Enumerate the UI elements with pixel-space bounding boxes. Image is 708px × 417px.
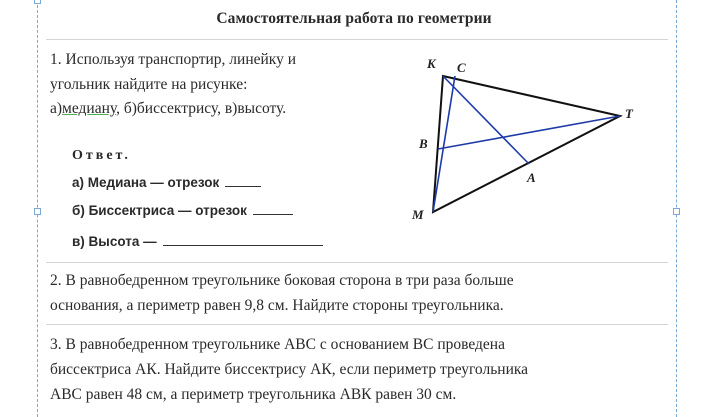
separator-2 <box>46 324 668 325</box>
document-title: Самостоятельная работа по геометрии <box>216 10 492 27</box>
segment-BT <box>438 116 620 149</box>
segment-KA <box>443 76 529 164</box>
resize-handle-left[interactable] <box>34 208 41 215</box>
task2-line1: 2. В равнобедренном треугольнике боковая сторона в три раза больше <box>50 272 514 289</box>
answer-b <box>72 200 293 222</box>
task1-line3-prefix: а) <box>50 100 63 117</box>
task1-line3-word: медиану <box>62 100 117 117</box>
label-T: T <box>625 106 633 121</box>
resize-handle-top-left[interactable] <box>34 0 41 4</box>
task1-line3 <box>50 98 286 120</box>
label-K: K <box>427 56 436 71</box>
label-M: M <box>412 207 424 222</box>
answer-b-blank[interactable] <box>253 200 293 215</box>
answer-c <box>72 231 323 253</box>
label-A: A <box>527 170 536 185</box>
label-C: C <box>457 60 466 75</box>
answer-heading: Ответ. <box>72 148 131 163</box>
triangle-KTM <box>433 76 620 212</box>
triangle-figure <box>405 52 655 222</box>
task1-line1: 1. Используя транспортир, линейку и <box>50 51 297 68</box>
separator-1 <box>46 262 668 263</box>
answer-a <box>72 172 261 194</box>
answer-c-label: в) Высота — <box>72 234 157 249</box>
task1-line2: угольник найдите на рисунке: <box>50 76 248 93</box>
answer-b-label: б) Биссектриса — отрезок <box>72 203 247 218</box>
task2-line2: основания, а периметр равен 9,8 см. Найдите стороны треугольника. <box>50 297 504 314</box>
answer-a-blank[interactable] <box>225 172 261 187</box>
separator-top <box>46 39 668 40</box>
task3-line3: АВС равен 48 см, а периметр треугольника АВК равен 30 см. <box>50 386 457 403</box>
answer-a-label: а) Медиана — отрезок <box>72 175 220 190</box>
task3-line2: биссектриса АК. Найдите биссектрису АК, если периметр треугольника <box>50 361 529 378</box>
segment-MC <box>433 76 455 212</box>
label-B: B <box>419 136 428 151</box>
task1-line3-rest: , б)биссектрису, в)высоту. <box>116 100 287 117</box>
resize-handle-right[interactable] <box>673 208 680 215</box>
task3-line1: 3. В равнобедренном треугольнике АВС с основанием ВС проведена <box>50 336 505 353</box>
answer-c-blank[interactable] <box>163 231 323 246</box>
